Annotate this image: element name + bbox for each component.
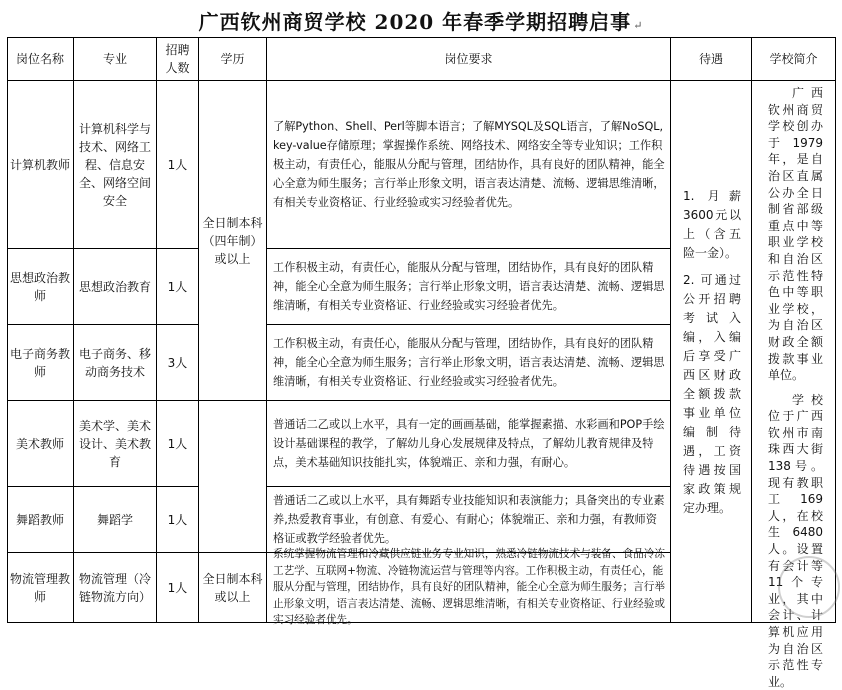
header-requirements-text: 岗位要求	[444, 51, 493, 66]
intro-content	[768, 85, 823, 690]
row1-major	[74, 81, 157, 249]
header-position-text: 岗位名称	[15, 51, 64, 66]
header-requirements	[267, 37, 671, 81]
row1-position	[7, 81, 74, 249]
row3-requirements	[267, 325, 671, 401]
header-intro	[752, 37, 836, 81]
row5-count	[157, 487, 199, 553]
row5-count-text: 1人	[167, 512, 188, 527]
header-intro-text: 学校简介	[769, 51, 818, 66]
header-education-text: 学历	[220, 51, 245, 66]
row5-position-text: 舞蹈教师	[15, 512, 64, 527]
title-text: 广西钦州商贸学校 2020 年春季学期招聘启事	[198, 10, 632, 34]
row4-position	[7, 401, 74, 487]
education-group-1	[199, 81, 267, 401]
row5-major-text: 舞蹈学	[96, 512, 133, 527]
row1-position-text: 计算机教师	[10, 157, 71, 172]
row5-position	[7, 487, 74, 553]
row5-major	[74, 487, 157, 553]
header-position	[7, 37, 74, 81]
row5-requirements	[267, 487, 671, 553]
row4-requirements	[267, 401, 671, 487]
header-count-text: 招聘人数	[165, 42, 190, 75]
row3-major	[74, 325, 157, 401]
header-treatment-text: 待遇	[698, 51, 723, 66]
row3-major-text: 电子商务、移动商务技术	[78, 346, 151, 379]
row1-count-text: 1人	[167, 157, 188, 172]
recruitment-table	[7, 37, 836, 689]
row4-requirements-text: 普通话二乙或以上水平，具有一定的画画基础，能掌握素描、水彩画和POP手绘设计基础课程的教学，了解幼儿身心发展规律及特点，了解幼儿教育规律及特点，美术基础知识技能扎实，体貌端正、亲和力强，有耐心。	[273, 418, 665, 469]
row6-count-text: 1人	[167, 580, 188, 595]
row6-position	[7, 553, 74, 623]
row1-requirements-text: 了解Python、Shell、Perl等脚本语言；了解MYSQL及SQL语言，了解NoSQL, key-value存储原理；掌握操作系统、网络技术、网络安全等专业知识；工作积极主动，有责任心，能服从分配与管理，团结协作，具有良好的团队精神，能全心全意为师生服务；言行举止形象文明，语言表达清楚、流畅、逻辑思维清晰，有相关专业资格证、行业经验或实习经验者优先。	[273, 120, 665, 209]
row6-major-text: 物流管理（冷链物流方向）	[78, 571, 151, 604]
row6-position-text: 物流管理教师	[10, 571, 71, 604]
row3-position-text: 电子商务教师	[10, 346, 71, 379]
row6-requirements-text: 系统掌握物流管理和冷藏供应链业务专业知识，熟悉冷链物流技术与装备、食品冷冻工艺学、互联网+物流、冷链物流运营与管理等内容。工作积极主动，有责任心，能服从分配与管理，团结协作，具有良好的团队精神，能全心全意为师生服务；言行举止形象文明，语言表达清楚、流畅、逻辑思维清晰，有相关专业资格证、行业经验或实习经验者优先。	[273, 548, 665, 627]
header-major	[74, 37, 157, 81]
header-treatment	[671, 37, 752, 81]
row2-position-text: 思想政治教师	[10, 270, 71, 303]
row1-count	[157, 81, 199, 249]
treatment-cell	[671, 81, 752, 623]
row2-position	[7, 249, 74, 325]
row1-major-text: 计算机科学与技术、网络工程、信息安全、网络空间安全	[78, 121, 151, 208]
row3-count-text: 3人	[167, 355, 188, 370]
header-major-text: 专业	[102, 51, 127, 66]
intro-cell	[752, 81, 836, 689]
row1-requirements	[267, 81, 671, 249]
treatment-item-2: 2. 可通过公开招聘考试入编，入编后享受广西区财政全额拨款事业单位编制待遇，工资待遇按国家政策规定办理。	[683, 273, 741, 515]
education-blank	[199, 401, 267, 553]
row6-major	[74, 553, 157, 623]
education-group-1-text: 全日制本科（四年制）或以上	[202, 215, 263, 266]
row2-requirements-text: 工作积极主动，有责任心，能服从分配与管理，团结协作，具有良好的团队精神，能全心全意为师生服务；言行举止形象文明，语言表达清楚、流畅、逻辑思维清晰，有相关专业资格证、行业经验或实习经验者优先。	[273, 261, 665, 312]
row3-position	[7, 325, 74, 401]
education-group-2	[199, 553, 267, 623]
row2-major	[74, 249, 157, 325]
row4-position-text: 美术教师	[15, 436, 64, 451]
education-group-2-text: 全日制本科或以上	[202, 571, 263, 604]
treatment-item-1: 1. 月薪3600元以上（含五险一金）。	[683, 189, 741, 260]
row5-requirements-text: 普通话二乙或以上水平，具有舞蹈专业技能知识和表演能力；具备突出的专业素养,热爱教育事业，有创意、有爱心、有耐心；体貌端正、亲和力强，有教师资格证或教学经验者优先。	[273, 494, 665, 545]
row6-count	[157, 553, 199, 623]
row4-major	[74, 401, 157, 487]
row2-requirements	[267, 249, 671, 325]
row4-count-text: 1人	[167, 436, 188, 451]
row3-requirements-text: 工作积极主动，有责任心，能服从分配与管理，团结协作，具有良好的团队精神，能全心全意为师生服务；言行举止形象文明，语言表达清楚、流畅、逻辑思维清晰，有相关专业资格证、行业经验或实习经验者优先。	[273, 337, 665, 388]
row2-major-text: 思想政治教育	[78, 279, 151, 294]
row4-count	[157, 401, 199, 487]
paragraph-mark-icon: ↵	[633, 19, 644, 32]
header-count	[157, 37, 199, 81]
row4-major-text: 美术学、美术设计、美术教育	[78, 418, 151, 469]
intro-paragraph-2: 学校位于广西钦州市南珠西大街138号。现有教职工169人，在校生6480人。设置有会计等11个专业，其中会计、计算机应用为自治区示范性专业。	[768, 392, 823, 689]
row2-count	[157, 249, 199, 325]
row2-count-text: 1人	[167, 279, 188, 294]
page-title	[0, 6, 842, 35]
row3-count	[157, 325, 199, 401]
treatment-content	[683, 187, 741, 518]
row6-requirements	[267, 548, 671, 627]
intro-paragraph-1: 广西钦州商贸学校创办于1979年，是自治区直属公办全日制省部级重点中等职业学校和自治区示范性特色中等职业学校，为自治区财政全额拨款事业单位。	[768, 86, 823, 383]
header-education	[199, 37, 267, 81]
